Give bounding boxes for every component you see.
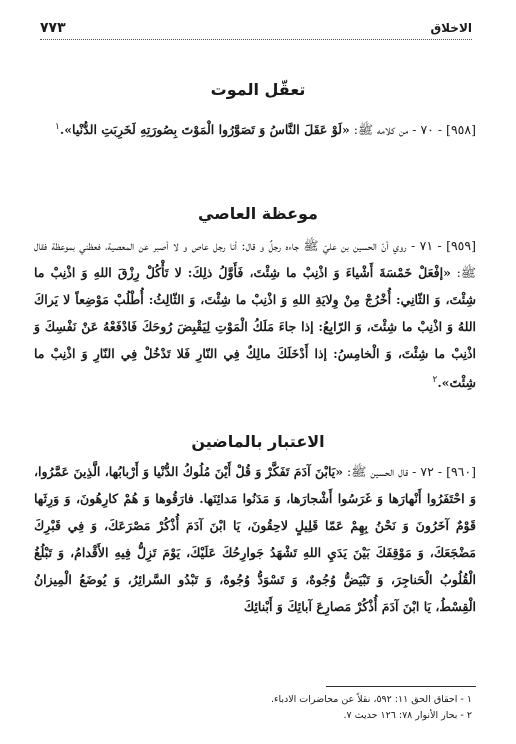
section-heading: تعقّل الموت <box>210 80 306 99</box>
hadith-number: [٩٥٩] - ٧١ <box>419 238 476 253</box>
footnote-reference: ١ <box>55 122 60 132</box>
hadith-intro: - روي أنّ الحسين بن عليّ ﷺ جاءه رجلٌ و قال: أنا رجل عاص و لا أصبر عن المعصية، فعظني بموعظة فقال ﷺ: <box>34 238 476 280</box>
hadith-intro: - من كلامه ﷺ: <box>349 122 421 138</box>
footnote-reference: ٢ <box>432 375 438 385</box>
hadith-paragraph <box>34 458 476 620</box>
page-number: ٧٧٣ <box>40 20 66 36</box>
hadith-quote: «إفْعَلْ خَمْسَةَ أَشْياءَ وَ اذْنِبْ ما شِئْتَ، فَأَوَّلُ ذلِكَ: لا تَأْكُلْ رِزْقَ اللهِ وَ اذْنِبْ ما شِئْتَ، وَ الثّانِي: أُخْرُجْ مِنْ وِلايَةِ اللهِ وَ اذْنِبْ ما شِئْتَ، وَ الثّالِثُ: أُطْلُبْ مَوْضِعاً لا يَراكَ اللهُ وَ اذْنِبْ ما شِئْتَ، وَ الرّابِعُ: إذا جاءَ مَلَكُ الْمَوْتِ لِيَقْبِضَ رُوحَكَ فَادْفَعْهُ عَنْ نَفْسِكَ وَ اذْنِبْ ما شِئْتَ، وَ الْخامِسُ: إذا أَدْخَلَكَ مالِكٌ فِي النّارِ فَلا تَدْخُلْ فِي النّارِ وَ اذْنِبْ ما شِئْتَ». <box>34 265 476 391</box>
footnote-item: ١ - احقاق الحق ١١: ٥٩٢، نقلاً عن محاضرات الادباء. <box>270 694 472 705</box>
section-heading: موعظة العاصي <box>198 204 318 223</box>
section-heading: الاعتبار بالماضين <box>191 432 325 451</box>
hadith-quote: «يَابْنَ آدَمَ تَفَكَّرْ وَ قُلْ أَيْنَ مُلُوكُ الدُّنْيا وَ أَرْبابُها، الَّذِينَ عَمَّرُوا، وَ احْتَفَرُوا أَنْهارَها وَ غَرَسُوا أَشْجارَها، وَ مَدَنُوا مَدائِنَها. فارَقُوها وَ هُمْ كارِهُونَ، وَ وَرِثَها قَوْمٌ آخَرُونَ وَ نَحْنُ بِهِمْ عَمّا قَلِيلٍ لاحِقُونَ، يَا ابْنَ آدَمَ أُذْكُرْ مَصْرَعَكَ، وَ فِي قَبْرِكَ مَضْجَعَكَ، وَ مَوْقِفَكَ بَيْنَ يَدَيِ اللهِ تَشْهَدُ جَوارِحُكَ عَلَيْكَ، يَوْمَ تَزِلُّ فِيهِ الأَقْدامُ، وَ تَبْلُغُ الْقُلُوبُ الْحَناجِرَ، وَ تَبْيَضُّ وُجُوهٌ، وَ تَسْوَدُّ وُجُوهٌ، وَ تَبْدُو السَّرائِرُ، وَ يُوضَعُ الْمِيزانُ الْقِسْطُ، يَا ابْنَ آدَمَ أُذْكُرْ مَصارِعَ آبائِكَ وَ أَبْنائِكَ <box>34 464 476 614</box>
hadith-quote: «لَوْ عَقَلَ النَّاسُ وَ تَصَوَّرُوا الْمَوْتَ بِصُورَتِهِ لَخَرِبَتِ الدُّنْيا». <box>59 122 350 138</box>
hadith-number: [٩٥٨] - ٧٠ <box>420 122 476 138</box>
chapter-title: الاخلاق <box>430 21 472 35</box>
hadith-paragraph <box>34 232 476 396</box>
hadith-paragraph <box>34 114 476 143</box>
footnote-divider <box>326 686 476 687</box>
hadith-intro: - قال الحسين ﷺ: <box>343 464 421 479</box>
footnote-item: ٢ - بحار الأنوار ٧٨: ١٢٦ حديث ٧. <box>343 710 472 721</box>
footnotes <box>200 692 472 724</box>
running-header <box>40 20 472 40</box>
hadith-number: [٩٦٠] - ٧٢ <box>420 464 476 479</box>
